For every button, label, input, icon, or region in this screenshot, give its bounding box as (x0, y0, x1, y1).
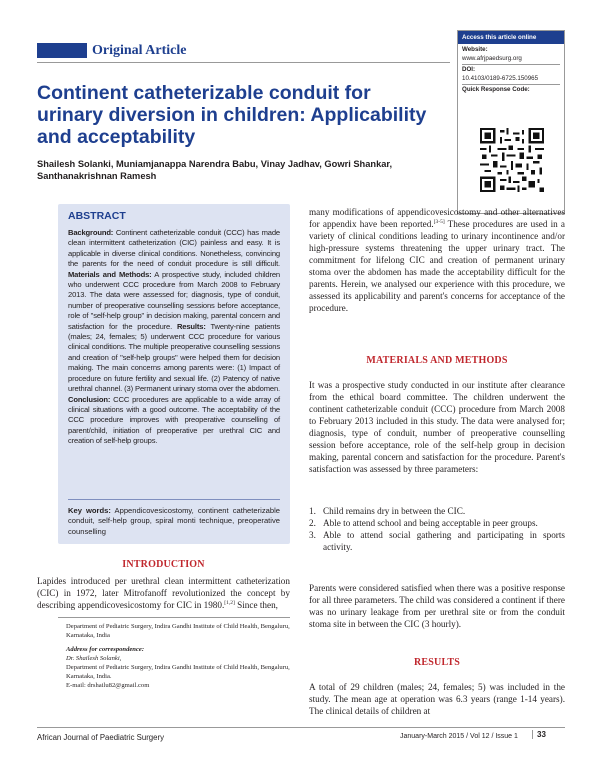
right-ref[interactable]: [3-5] (433, 218, 445, 225)
correspondence-label: Address for correspondence: (66, 646, 145, 653)
qr-code-icon[interactable] (480, 128, 544, 192)
journal-name: African Journal of Paediatric Surgery (37, 733, 164, 742)
methods-heading: MATERIALS AND METHODS (366, 355, 508, 366)
qr-label: Quick Response Code: (462, 86, 530, 94)
results-heading: RESULTS (413, 657, 461, 668)
keywords (68, 506, 280, 537)
abstract-heading: ABSTRACT (68, 210, 126, 222)
header-rule (37, 62, 450, 63)
results-paragraph: A total of 29 children (males; 24, females; 5) was included in the study. The mean age at operation was 6.3 years (range 1-14 years). The clinical details of children at (309, 682, 565, 716)
section-color-bar (37, 43, 87, 58)
list-text: Able to attend social gathering and participating in sports activity. (323, 530, 565, 552)
list-item (309, 529, 565, 553)
methods-paragraph-2: Parents were considered satisfied when there was a positive response for all three parameters. The child was considered a continent if there was no urinary leakage from per urethral site or from the conduit stoma site in between the CIC (3 hourly). (309, 583, 565, 629)
introduction-paragraph (37, 575, 290, 611)
intro-text-a: Lapides introduced per urethral clean intermittent catheterization (CIC) in 1972, later Mitrofanoff revolutionized the concept by describing appendicovesicostomy for CIC in 1980. (37, 576, 290, 610)
website-label: Website: (462, 46, 488, 53)
keywords-label: Key words: (68, 506, 111, 515)
abstract-mm-text: A prospective study, included children who underwent CCC procedure from March 2008 to February 2013. The data were assessed for; diagnosis, type of conduit, number of preoperative counselling sessions before acceptance, role of "self-help group" in decision making, parental concern and satisfaction for the procedure. (68, 269, 280, 331)
author-list: Shailesh Solanki, Muniamjanappa Narendra Babu, Vinay Jadhav, Gowri Shankar, Santhanakrishnan Ramesh (37, 159, 393, 181)
list-text: Able to attend school and being acceptable in peer groups. (323, 518, 538, 528)
doi-value[interactable]: 10.4103/0189-6725.150965 (462, 74, 539, 82)
abstract-body (68, 228, 280, 447)
right-text-a: many modifications of appendicovesicostomy and other alternatives for appendix have been reported. (309, 207, 565, 229)
abstract-con-label: Conclusion: (68, 394, 111, 404)
list-number: 2. (309, 518, 316, 528)
abstract-bg-label: Background: (68, 228, 114, 237)
intro-text-b: Since then, (234, 600, 278, 610)
section-label: Original Article (92, 43, 187, 58)
issue-info: January-March 2015 / Vol 12 / Issue 1 (400, 733, 518, 740)
abstract-divider (68, 499, 280, 500)
list-number: 3. (309, 530, 316, 540)
access-title: Access this article online (458, 31, 564, 44)
list-item (309, 517, 565, 529)
satisfaction-list (309, 505, 565, 553)
article-title: Continent catheterizable conduit for urinary diversion in children: Applicability and acceptability (37, 82, 427, 148)
abstract-bg-text: Continent catheterizable conduit (CCC) has made clean intermittent catheterization (CIC) painless and easy. It is applicable in diverse clinical conditions. Nonetheless, convincing the parents for the need of conduit procedure is still difficult. (68, 228, 280, 269)
access-box (457, 30, 565, 214)
intro-continued-paragraph (309, 206, 565, 314)
page-number: 33 (532, 730, 546, 739)
list-text: Child remains dry in between the CIC. (323, 506, 466, 516)
affiliation-block (66, 622, 290, 690)
doi-label: DOI: (462, 66, 476, 74)
list-item (309, 505, 565, 517)
correspondence-address: Department of Pediatric Surgery, Indira Gandhi Institute of Child Health, Bengaluru, Karnataka, India. (66, 664, 290, 680)
right-text-b: These procedures are used in a variety of clinical conditions leading to urinary incontinence and/or high-pressure systems threatening the upper urinary tract. The commitment for lifelong CIC and creation of permanent urinary stoma over the abdomen has made the acceptability difficult for the parents. Herein, we analysed our experience with this procedure, we assessed its applicability and parent's concerns for acceptance of the procedure. (309, 219, 566, 313)
correspondence-name: Dr. Shailesh Solanki, (66, 655, 122, 662)
abstract-res-text: Twenty-nine patients (males; 24, females; 5) underwent CCC procedure for various clinical conditions. The multiple preoperative counselling sessions and creation of "self-help groups" were helped them for decision making. The main concerns among parents were: (1) Impact of procedure on future fertility and sexual life. (2) Patency of native urethral channel. (3) Permanent urinary stoma over the abdomen. (68, 321, 280, 394)
footer-rule (37, 727, 565, 728)
affiliation-rule (58, 617, 290, 618)
abstract-res-label: Results: (176, 321, 206, 331)
correspondence-email[interactable]: E-mail: drshailu82@gmail.com (66, 682, 150, 689)
abstract-mm-label: Materials and Methods: (68, 269, 152, 279)
methods-paragraph-1: It was a prospective study conducted in our institute after clearance from the ethical board committee. The children underwent the continent catheterizable conduit (CCC) procedure from March 2008 to February 2013 included in this study. The data were analysed for; diagnosis, type of conduit, number of preoperative counselling session before acceptance, role of the self-help group in decision making, parental concern and satisfaction for the procedure. Parent's satisfaction was assessed by three parameters: (309, 380, 565, 474)
keywords-text: Appendicovesicostomy, continent catheterizable conduit, self-help group, spiral monti technique, preoperative counselling (68, 506, 280, 536)
website-link[interactable]: www.afrjpaedsurg.org (462, 54, 522, 62)
introduction-heading: INTRODUCTION (122, 559, 205, 570)
intro-ref[interactable]: [1,2] (224, 599, 235, 606)
list-number: 1. (309, 506, 316, 516)
affiliation-dept: Department of Pediatric Surgery, Indira Gandhi Institute of Child Health, Bengaluru, Karnataka, India (66, 623, 290, 639)
abstract-con-text: CCC procedures are applicable to a wide array of clinical situations with a good outcome. The acceptability of the CCC procedure improves with preoperative counselling of parent/child, initiation of preoperative per urethral CIC and creation of self-help groups. (68, 394, 280, 446)
